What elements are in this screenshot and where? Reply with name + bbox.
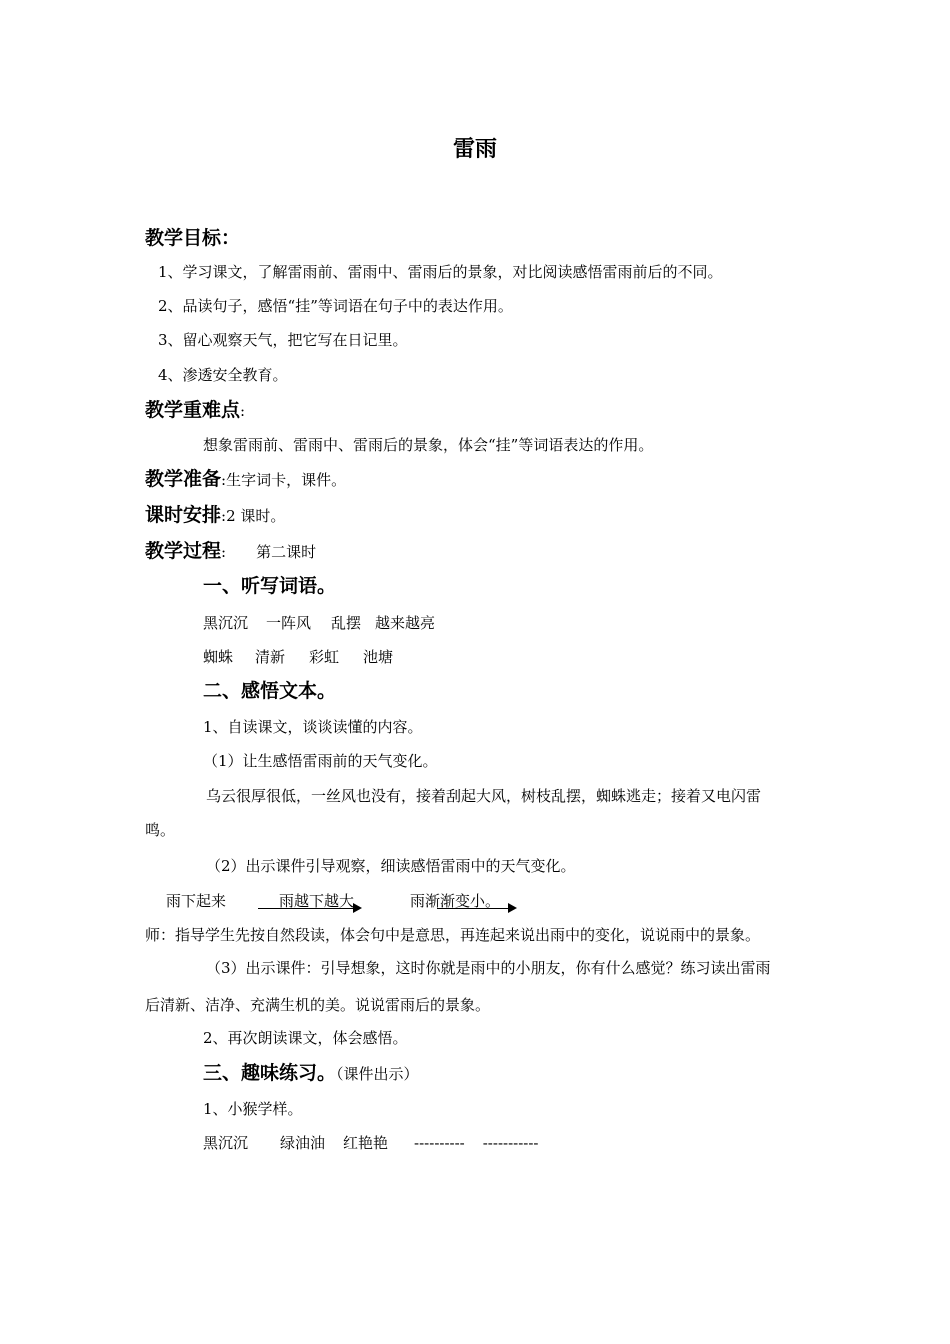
- exercise-word: 黑沉沉: [203, 1134, 249, 1152]
- section2-paragraph: （2）出示课件引导观察，细读感悟雷雨中的天气变化。: [206, 857, 576, 875]
- key-points-text: 想象雷雨前、雷雨中、雷雨后的景象，体会“挂”等词语表达的作用。: [203, 436, 654, 454]
- document-title: 雷雨: [452, 137, 497, 162]
- process-lesson: 第二课时: [256, 543, 317, 561]
- objective-item: 3、留心观察天气，把它写在日记里。: [158, 331, 408, 349]
- dictation-word: 越来越亮: [375, 614, 436, 632]
- preparation-heading: 教学准备: [145, 468, 222, 490]
- process-colon: :: [221, 543, 227, 561]
- key-points-line: [145, 398, 245, 423]
- exercise-blank: -----------: [482, 1134, 539, 1152]
- exercise-word: 红艳艳: [343, 1134, 389, 1152]
- schedule-heading: 课时安排: [145, 504, 222, 526]
- key-points-colon: :: [240, 402, 246, 420]
- section2-paragraph: 1、自读课文，谈谈读懂的内容。: [203, 718, 423, 736]
- section2-paragraph: 乌云很厚很低，一丝风也没有，接着刮起大风，树枝乱摆，蜘蛛逃走；接着又电闪雷: [206, 787, 762, 805]
- dictation-row: [203, 647, 393, 667]
- section2-heading: 二、感悟文本。: [203, 680, 337, 702]
- dictation-word: 黑沉沉: [203, 614, 249, 632]
- dictation-word: 乱摆: [331, 614, 362, 632]
- rain-flow-step: 雨下起来: [166, 892, 227, 910]
- section2-paragraph: （1）让生感悟雷雨前的天气变化。: [203, 752, 438, 770]
- rain-flow-step: 雨渐渐变小。: [410, 892, 501, 910]
- section2-paragraph: （3）出示课件：引导想象，这时你就是雨中的小朋友，你有什么感觉？练习读出雷雨: [206, 959, 771, 977]
- dictation-word: 蜘蛛: [203, 648, 234, 666]
- section1-heading: 一、听写词语。: [203, 575, 337, 597]
- dictation-word: 一阵风: [266, 614, 312, 632]
- process-heading: 教学过程: [145, 540, 222, 562]
- exercise-row: [203, 1133, 539, 1153]
- dictation-word: 清新: [255, 648, 286, 666]
- rain-flow-step: 雨越下越大: [279, 892, 355, 910]
- section2-paragraph: 后清新、洁净、充满生机的美。说说雷雨后的景象。: [145, 996, 491, 1014]
- exercise-word: 绿油油: [280, 1134, 326, 1152]
- process-line: [145, 539, 316, 564]
- section2-paragraph: 鸣。: [145, 821, 176, 839]
- dictation-word: 彩虹: [309, 648, 340, 666]
- objective-item: 4、渗透安全教育。: [158, 366, 288, 384]
- dictation-row: [203, 613, 435, 633]
- section3-heading: 三、趣味练习。: [203, 1062, 337, 1084]
- schedule-text: :2 课时。: [221, 507, 286, 525]
- preparation-line: [145, 467, 346, 492]
- section2-paragraph: 2、再次朗读课文，体会感悟。: [203, 1029, 408, 1047]
- objective-item: 2、品读句子，感悟“挂”等词语在句子中的表达作用。: [158, 297, 513, 315]
- objectives-heading: 教学目标：: [145, 227, 241, 249]
- dictation-word: 池塘: [363, 648, 394, 666]
- section3-note: （课件出示）: [336, 1065, 419, 1083]
- exercise-blank: ----------: [414, 1134, 465, 1152]
- objective-item: 1、学习课文，了解雷雨前、雷雨中、雷雨后的景象，对比阅读感悟雷雨前后的不同。: [158, 263, 723, 281]
- section2-paragraph: 师：指导学生先按自然段读，体会句中是意思，再连起来说出雨中的变化，说说雨中的景象。: [145, 926, 761, 944]
- preparation-text: :生字词卡，课件。: [221, 471, 347, 489]
- section3-paragraph: 1、小猴学样。: [203, 1100, 303, 1118]
- key-points-heading: 教学重难点: [145, 399, 241, 421]
- schedule-line: [145, 503, 285, 528]
- section3-line: [203, 1061, 419, 1086]
